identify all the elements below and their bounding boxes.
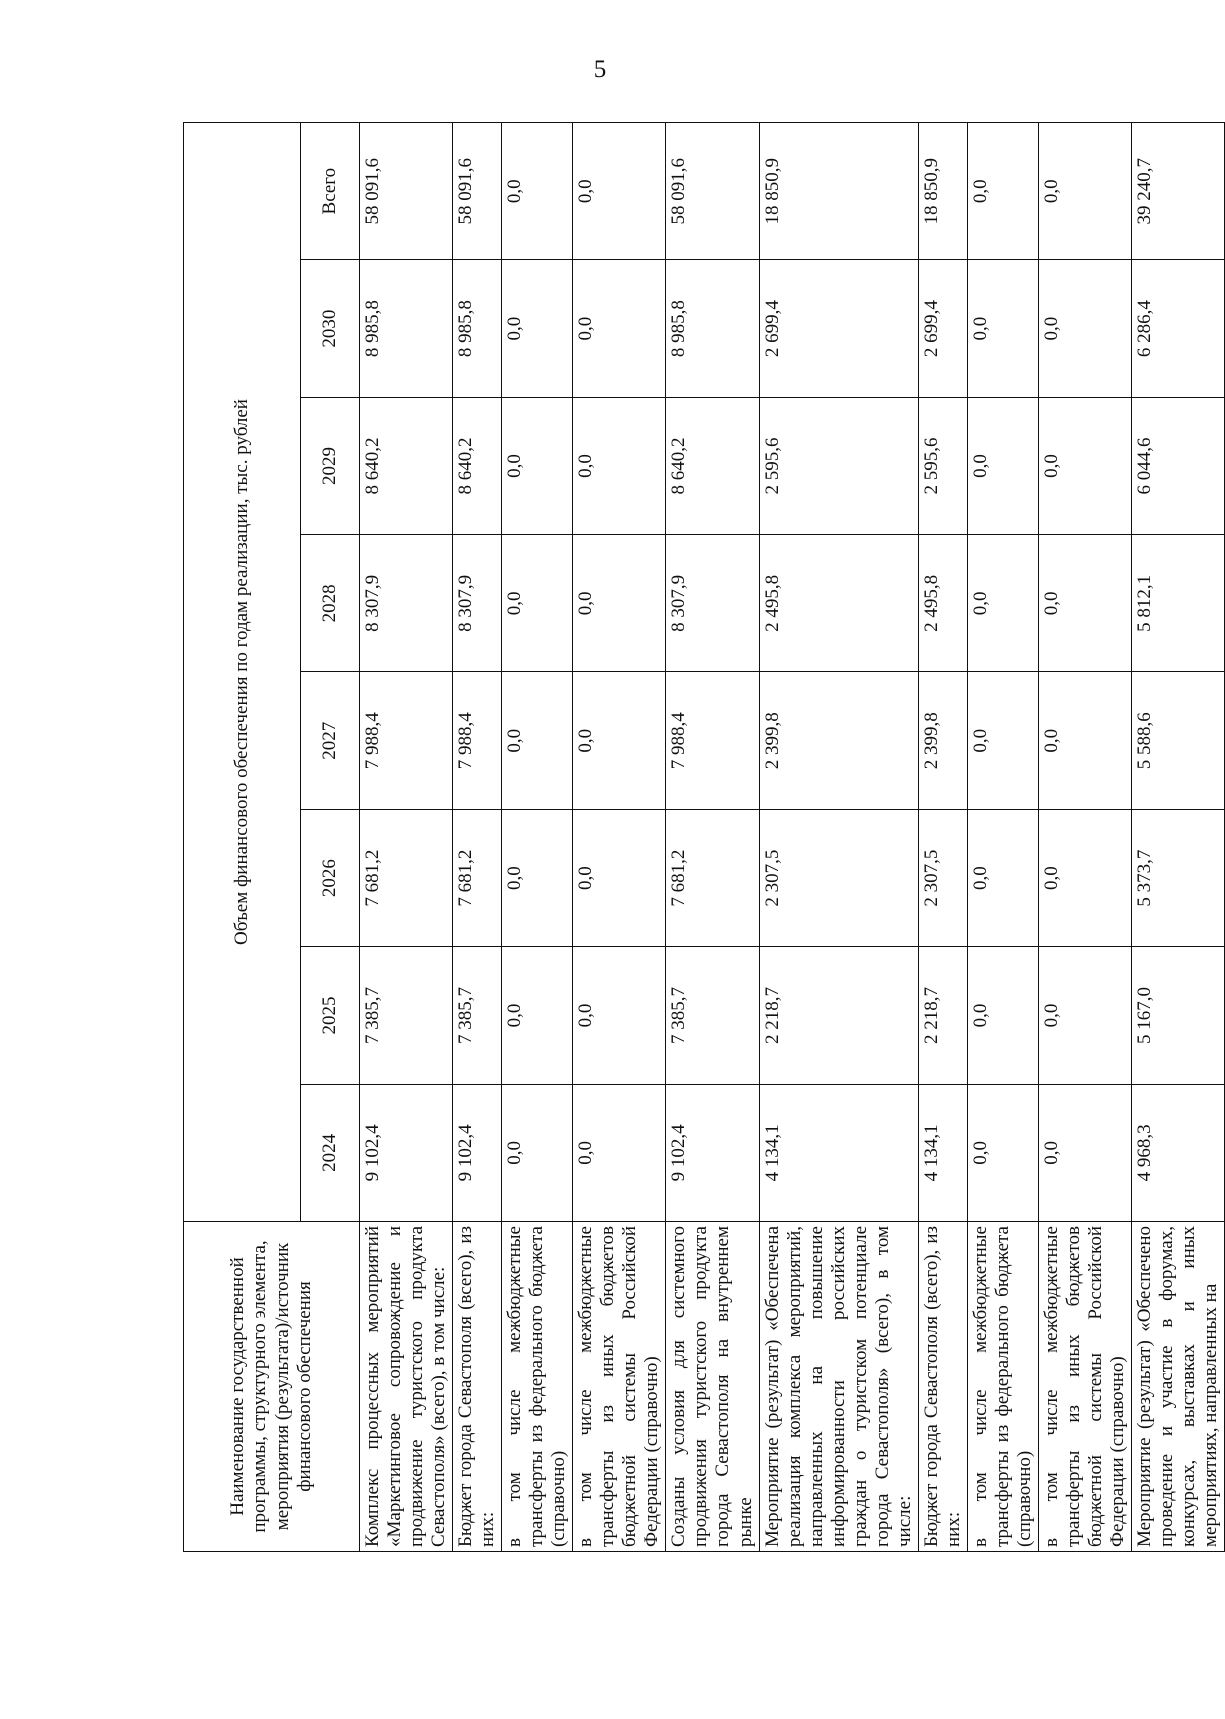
header-year: 2024 [301,1084,360,1221]
row-value-cell: 8 985,8 [666,260,759,397]
row-value-cell: 0,0 [967,260,1038,397]
row-value-cell: 4 134,1 [918,1084,967,1221]
row-value-cell: 0,0 [573,397,666,534]
row-value-cell: 7 385,7 [453,947,502,1084]
table-row [453,123,502,1552]
row-value-cell: 8 640,2 [453,397,502,534]
table-row [1038,123,1131,1552]
table-header-row [184,123,301,1552]
row-value-cell: 9 102,4 [666,1084,759,1221]
financing-table [183,122,1225,1552]
table-row [967,123,1038,1552]
row-value-cell: 2 307,5 [759,809,918,946]
row-value-cell: 7 681,2 [453,809,502,946]
row-value-cell: 0,0 [967,397,1038,534]
row-name-cell: в том числе межбюджетные трансферты из иных бюджетов бюджетной системы Российской Федерации (справочно) [573,1222,666,1552]
table-row [918,123,967,1552]
row-value-cell: 2 218,7 [918,947,967,1084]
row-total-cell: 39 240,7 [1132,123,1225,260]
row-value-cell: 4 134,1 [759,1084,918,1221]
row-value-cell: 0,0 [1038,1084,1131,1221]
row-value-cell: 0,0 [502,535,573,672]
row-total-cell: 58 091,6 [666,123,759,260]
header-total: Всего [301,123,360,260]
row-value-cell: 0,0 [502,260,573,397]
row-value-cell: 8 307,9 [360,535,453,672]
row-value-cell: 2 699,4 [918,260,967,397]
row-value-cell: 7 385,7 [666,947,759,1084]
header-year: 2028 [301,535,360,672]
header-year: 2027 [301,672,360,809]
row-value-cell: 5 812,1 [1132,535,1225,672]
row-value-cell: 2 595,6 [918,397,967,534]
rotated-table-container [183,122,1222,1552]
row-value-cell: 7 681,2 [666,809,759,946]
row-name-cell: Созданы условия для системного продвижения туристского продукта города Севастополя на внутреннем рынке [666,1222,759,1552]
row-value-cell: 0,0 [573,947,666,1084]
row-name-cell: в том числе межбюджетные трансферты из федерального бюджета (справочно) [967,1222,1038,1552]
row-value-cell: 0,0 [573,535,666,672]
row-value-cell: 0,0 [1038,809,1131,946]
row-value-cell: 0,0 [1038,947,1131,1084]
row-value-cell: 0,0 [502,397,573,534]
header-year: 2030 [301,260,360,397]
row-total-cell: 58 091,6 [453,123,502,260]
row-value-cell: 0,0 [967,809,1038,946]
header-volume: Объем финансового обеспечения по годам реализации, тыс. рублей [184,123,301,1222]
row-value-cell: 7 988,4 [360,672,453,809]
row-value-cell: 0,0 [1038,535,1131,672]
row-value-cell: 8 307,9 [453,535,502,672]
row-value-cell: 2 699,4 [759,260,918,397]
row-total-cell: 0,0 [573,123,666,260]
header-name: Наименование государственной программы, структурного элемента, мероприятия (результата)/источник финансового обеспечения [184,1222,360,1552]
row-value-cell: 4 968,3 [1132,1084,1225,1221]
row-value-cell: 0,0 [502,809,573,946]
row-name-cell: в том числе межбюджетные трансферты из федерального бюджета (справочно) [502,1222,573,1552]
table-row [759,123,918,1552]
row-value-cell: 2 595,6 [759,397,918,534]
row-value-cell: 7 385,7 [360,947,453,1084]
row-value-cell: 0,0 [967,672,1038,809]
row-value-cell: 6 044,6 [1132,397,1225,534]
row-value-cell: 0,0 [573,672,666,809]
row-value-cell: 2 399,8 [759,672,918,809]
row-value-cell: 5 373,7 [1132,809,1225,946]
row-value-cell: 9 102,4 [453,1084,502,1221]
row-total-cell: 0,0 [967,123,1038,260]
row-total-cell: 18 850,9 [759,123,918,260]
row-value-cell: 5 588,6 [1132,672,1225,809]
page-number: 5 [593,56,607,83]
row-value-cell: 7 681,2 [360,809,453,946]
row-value-cell: 0,0 [1038,260,1131,397]
row-value-cell: 7 988,4 [453,672,502,809]
row-name-cell: Мероприятие (результат) «Обеспечено проведение и участие в форумах, конкурсах, выставках и иных мероприятиях, направленных на [1132,1222,1225,1552]
row-value-cell: 8 985,8 [360,260,453,397]
header-year: 2026 [301,809,360,946]
row-value-cell: 8 640,2 [360,397,453,534]
table-row [1132,123,1225,1552]
table-body [360,123,1225,1552]
row-value-cell: 0,0 [573,809,666,946]
row-value-cell: 0,0 [967,535,1038,672]
header-year: 2029 [301,397,360,534]
row-value-cell: 5 167,0 [1132,947,1225,1084]
row-value-cell: 0,0 [1038,672,1131,809]
row-value-cell: 7 988,4 [666,672,759,809]
row-value-cell: 9 102,4 [360,1084,453,1221]
row-total-cell: 0,0 [1038,123,1131,260]
table-row [573,123,666,1552]
row-name-cell: Бюджет города Севастополя (всего), из них: [453,1222,502,1552]
row-value-cell: 8 640,2 [666,397,759,534]
row-value-cell: 0,0 [1038,397,1131,534]
header-year: 2025 [301,947,360,1084]
row-value-cell: 0,0 [502,947,573,1084]
row-total-cell: 18 850,9 [918,123,967,260]
row-value-cell: 0,0 [967,1084,1038,1221]
row-value-cell: 0,0 [967,947,1038,1084]
table-row [360,123,453,1552]
row-value-cell: 2 495,8 [918,535,967,672]
row-name-cell: Бюджет города Севастополя (всего), из них: [918,1222,967,1552]
row-value-cell: 0,0 [573,260,666,397]
row-value-cell: 2 399,8 [918,672,967,809]
row-value-cell: 2 495,8 [759,535,918,672]
row-value-cell: 0,0 [502,672,573,809]
row-name-cell: Мероприятие (результат) «Обеспечена реализация комплекса мероприятий, направленных на повышение информированности российских граждан о туристском потенциале города Севастополя» (всего), в том числе: [759,1222,918,1552]
row-value-cell: 8 307,9 [666,535,759,672]
row-name-cell: в том числе межбюджетные трансферты из иных бюджетов бюджетной системы Российской Федерации (справочно) [1038,1222,1131,1552]
row-value-cell: 2 218,7 [759,947,918,1084]
row-value-cell: 6 286,4 [1132,260,1225,397]
row-total-cell: 58 091,6 [360,123,453,260]
row-total-cell: 0,0 [502,123,573,260]
row-value-cell: 2 307,5 [918,809,967,946]
table-row [666,123,759,1552]
row-value-cell: 0,0 [502,1084,573,1221]
table-row [502,123,573,1552]
row-value-cell: 0,0 [573,1084,666,1221]
row-value-cell: 8 985,8 [453,260,502,397]
row-name-cell: Комплекс процессных мероприятий «Маркетинговое сопровождение и продвижение туристского продукта Севастополя» (всего), в том числе: [360,1222,453,1552]
